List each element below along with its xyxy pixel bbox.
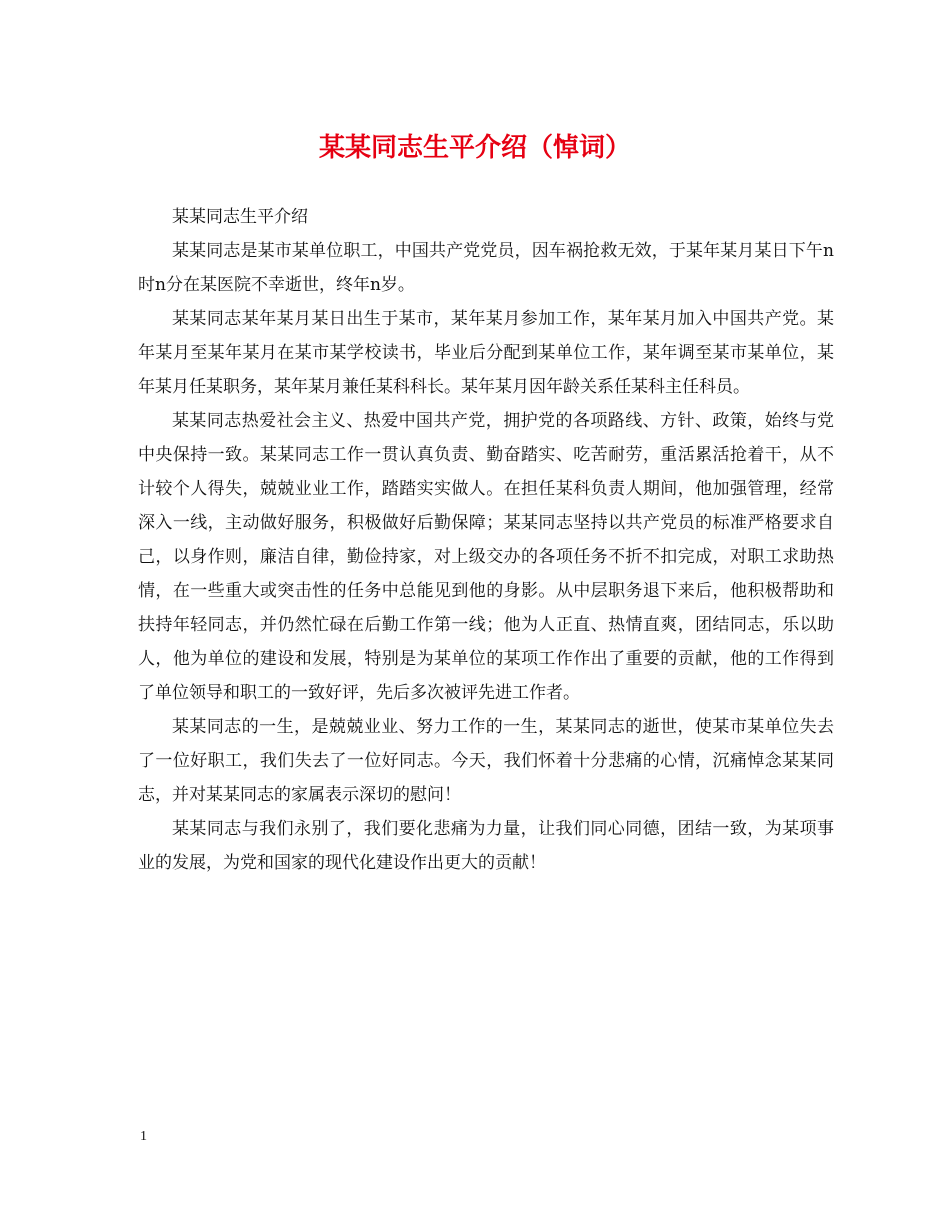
paragraph-1: 某某同志是某市某单位职工，中国共产党党员，因车祸抢救无效，于某年某月某日下午n时n分在某医院不幸逝世，终年n岁。: [138, 241, 834, 295]
paragraph-2: 某某同志某年某月某日出生于某市，某年某月参加工作，某年某月加入中国共产党。某年某月至某年某月在某市某学校读书，毕业后分配到某单位工作，某年调至某市某单位，某年某月任某职务，某年某月兼任某科科长。某年某月因年龄关系任某科主任科员。: [138, 309, 834, 397]
paragraph-3: 某某同志热爱社会主义、热爱中国共产党，拥护党的各项路线、方针、政策，始终与党中央保持一致。某某同志工作一贯认真负责、勤奋踏实、吃苦耐劳，重活累活抢着干，从不计较个人得失，兢兢业业工作，踏踏实实做人。在担任某科负责人期间，他加强管理，经常深入一线，主动做好服务，积极做好后勤保障；某某同志坚持以共产党员的标准严格要求自己，以身作则，廉洁自律，勤俭持家，对上级交办的各项任务不折不扣完成，对职工求助热情，在一些重大或突击性的任务中总能见到他的身影。从中层职务退下来后，他积极帮助和扶持年轻同志，并仍然忙碌在后勤工作第一线；他为人正直、热情直爽，团结同志，乐以助人，他为单位的建设和发展，特别是为某单位的某项工作作出了重要的贡献，他的工作得到了单位领导和职工的一致好评，先后多次被评先进工作者。: [138, 411, 834, 703]
paragraph-5: 某某同志与我们永别了，我们要化悲痛为力量，让我们同心同德，团结一致，为某项事业的发展，为党和国家的现代化建设作出更大的贡献！: [138, 819, 834, 873]
document-title: 某某同志生平介绍（悼词）: [318, 133, 631, 163]
page-number: 1: [140, 1129, 147, 1144]
paragraph-heading: 某某同志生平介绍: [172, 207, 308, 227]
document-body: [138, 200, 834, 880]
paragraph-4: 某某同志的一生，是兢兢业业、努力工作的一生，某某同志的逝世，使某市某单位失去了一位好职工，我们失去了一位好同志。今天，我们怀着十分悲痛的心情，沉痛悼念某某同志，并对某某同志的家属表示深切的慰问！: [138, 717, 834, 805]
